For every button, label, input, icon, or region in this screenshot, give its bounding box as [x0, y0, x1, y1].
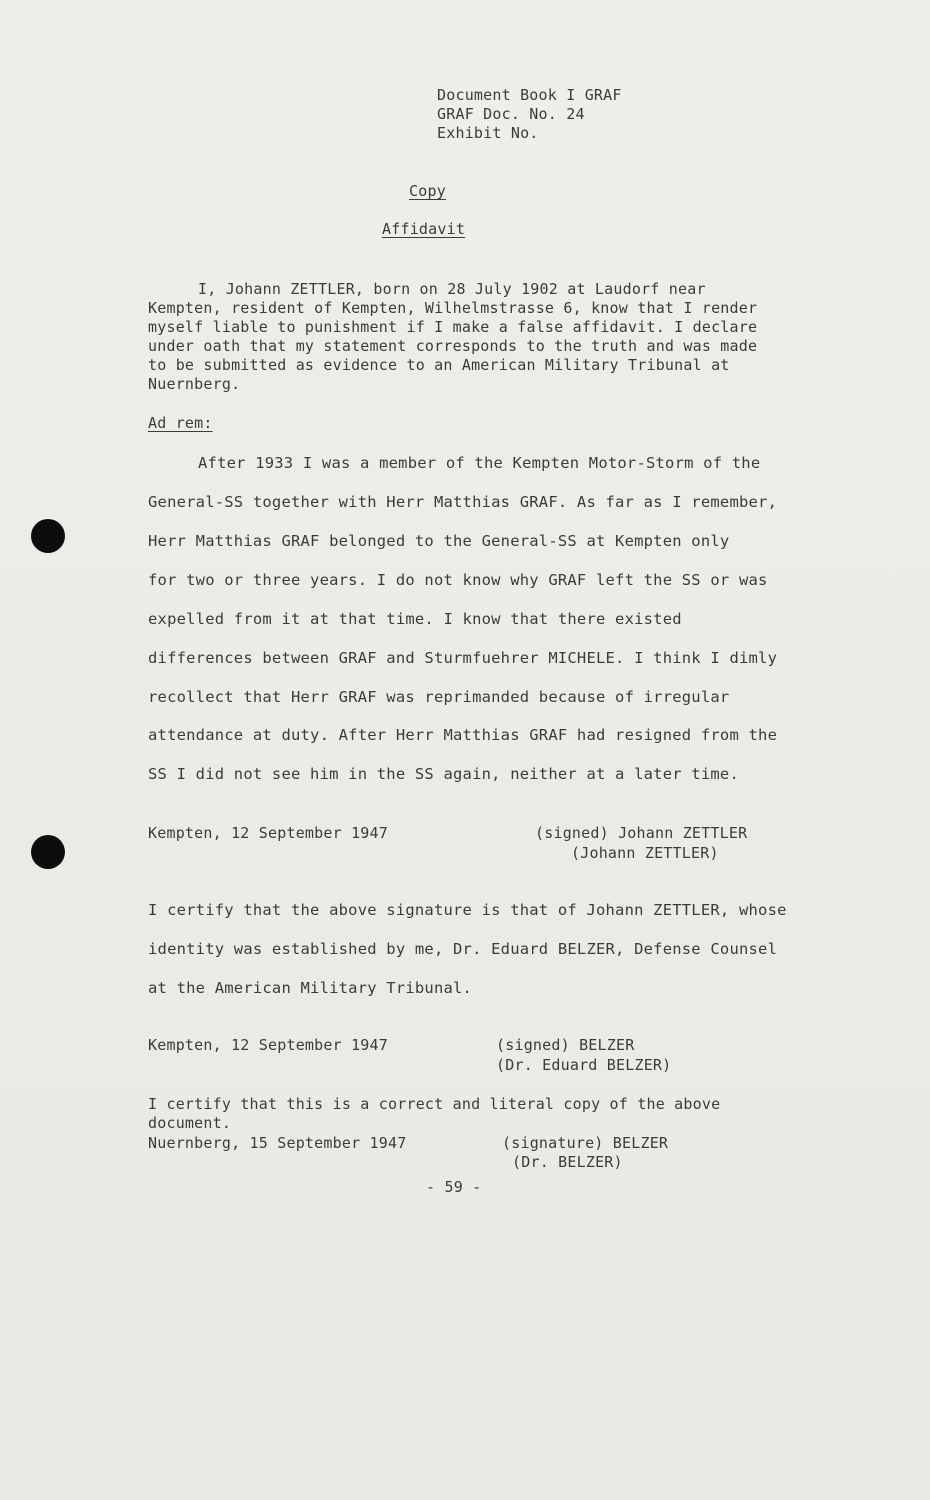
copy-cert-line: document. — [148, 1114, 232, 1132]
certification-line: I certify that the above signature is that of Johann ZETTLER, whose — [148, 901, 787, 919]
signature2-signed: (signed) BELZER — [496, 1036, 635, 1054]
affidavit-title: Affidavit — [382, 220, 466, 238]
copy-cert-line: I certify that this is a correct and literal copy of the above — [148, 1095, 721, 1113]
signature1-name: (Johann ZETTLER) — [571, 844, 719, 862]
intro-line: myself liable to punishment if I make a false affidavit. I declare — [148, 318, 758, 336]
statement-line: for two or three years. I do not know why GRAF left the SS or was — [148, 571, 768, 589]
copy-title: Copy — [409, 182, 446, 200]
punch-hole — [31, 519, 65, 553]
statement-line: attendance at duty. After Herr Matthias GRAF had resigned from the — [148, 726, 778, 744]
page-number: - 59 - — [426, 1178, 482, 1196]
copy-cert-place-date: Nuernberg, 15 September 1947 — [148, 1134, 407, 1152]
copy-cert-signature: (signature) BELZER — [502, 1134, 669, 1152]
signature1-signed: (signed) Johann ZETTLER — [535, 824, 748, 842]
statement-line: differences between GRAF and Sturmfuehrer MICHELE. I think I dimly — [148, 649, 778, 667]
statement-line: After 1933 I was a member of the Kempten Motor-Storm of the — [198, 454, 761, 472]
intro-line: I, Johann ZETTLER, born on 28 July 1902 at Laudorf near — [198, 280, 706, 298]
statement-line: Herr Matthias GRAF belonged to the General-SS at Kempten only — [148, 532, 730, 550]
statement-line: SS I did not see him in the SS again, neither at a later time. — [148, 765, 739, 783]
ad-rem-heading: Ad rem: — [148, 414, 213, 432]
copy-cert-name: (Dr. BELZER) — [512, 1153, 623, 1171]
statement-line: expelled from it at that time. I know that there existed — [148, 610, 682, 628]
punch-hole — [31, 835, 65, 869]
certification-line: identity was established by me, Dr. Eduard BELZER, Defense Counsel — [148, 940, 778, 958]
signature1-place-date: Kempten, 12 September 1947 — [148, 824, 388, 842]
intro-line: under oath that my statement corresponds to the truth and was made — [148, 337, 758, 355]
intro-line: Nuernberg. — [148, 375, 241, 393]
header-document-book: Document Book I GRAF — [437, 86, 622, 104]
certification-line: at the American Military Tribunal. — [148, 979, 473, 997]
signature2-place-date: Kempten, 12 September 1947 — [148, 1036, 388, 1054]
signature2-name: (Dr. Eduard BELZER) — [496, 1056, 672, 1074]
intro-line: to be submitted as evidence to an American Military Tribunal at — [148, 356, 730, 374]
statement-line: General-SS together with Herr Matthias GRAF. As far as I remember, — [148, 493, 778, 511]
header-doc-number: GRAF Doc. No. 24 — [437, 105, 585, 123]
statement-line: recollect that Herr GRAF was reprimanded because of irregular — [148, 688, 730, 706]
intro-line: Kempten, resident of Kempten, Wilhelmstrasse 6, know that I render — [148, 299, 758, 317]
header-exhibit-number: Exhibit No. — [437, 124, 539, 142]
